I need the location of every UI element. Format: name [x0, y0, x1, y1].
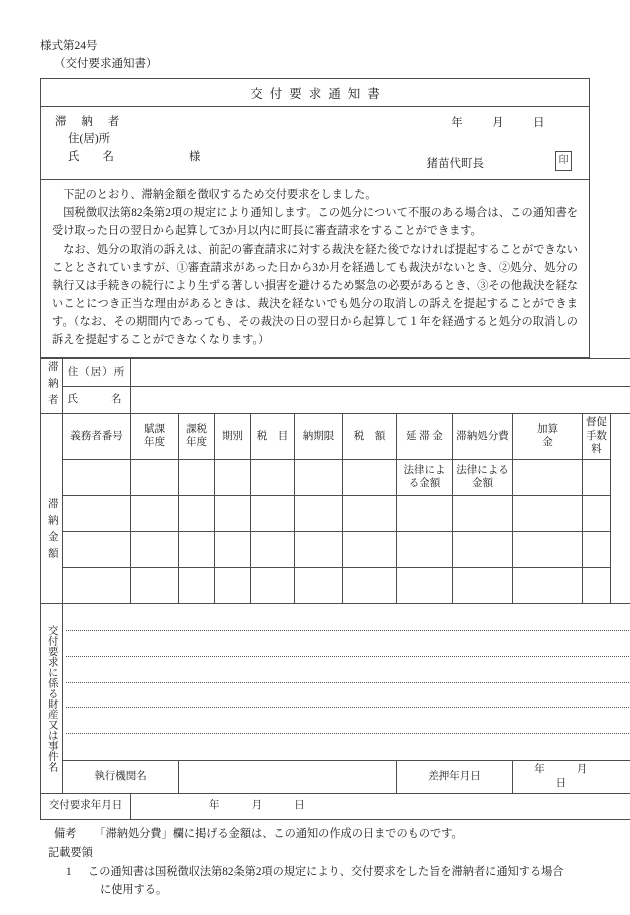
property-vertical-label-cell [41, 603, 63, 793]
request-date-year: 年 [209, 800, 220, 812]
cell-delinquency-charge[interactable] [397, 495, 453, 531]
cell-levy-year[interactable] [131, 531, 179, 567]
cell-tax-year[interactable] [179, 459, 215, 495]
column-header-additional-tax: 加算 金 [513, 413, 583, 459]
seizure-date-label: 差押年月日 [397, 761, 513, 793]
table-row [41, 567, 630, 603]
address-row-label: 住（居）所 [63, 359, 131, 386]
cell-delinquency-charge: 法律による金額 [397, 459, 453, 495]
cell-tax-item[interactable] [251, 531, 295, 567]
address-row-value[interactable] [131, 359, 630, 386]
footer-notes [40, 825, 590, 900]
instruction-text-continued: に使用する。 [100, 884, 168, 897]
cell-due-date[interactable] [295, 567, 343, 603]
property-vertical-label: 交付要求に係る財産又は事件名 [46, 624, 58, 772]
cell-additional-tax[interactable] [513, 495, 583, 531]
form-frame [40, 78, 590, 358]
table-header-row [41, 413, 630, 459]
instruction-text-wrap [88, 863, 590, 899]
column-header-demand-fee: 督促 手数 料 [583, 413, 611, 459]
cell-disposition-cost[interactable] [453, 495, 513, 531]
taxpayer-label-text: 滞 納 者 [55, 116, 126, 129]
title-band [41, 79, 589, 107]
cell-levy-year[interactable] [131, 495, 179, 531]
cell-term[interactable] [215, 567, 251, 603]
ruled-line [66, 708, 630, 734]
form-subtitle: （交付要求通知書） [54, 58, 158, 71]
addressee-block [41, 107, 589, 179]
amount-vertical-label-cell [41, 459, 63, 603]
executor-value[interactable] [179, 761, 397, 793]
remark-line [54, 825, 590, 843]
executor-label: 執行機関名 [63, 761, 179, 793]
amount-label-spacer [41, 413, 63, 459]
document-title: 交付要求通知書 [250, 87, 387, 102]
addressee-name-label-text: 氏 名 [68, 150, 114, 163]
cell-levy-year[interactable] [131, 567, 179, 603]
amount-vertical-label: 滞納金額 [46, 498, 58, 565]
instruction-heading: 記載要領 [48, 846, 93, 859]
table-row [41, 459, 630, 495]
table-row [41, 495, 630, 531]
request-date-day: 日 [294, 800, 305, 812]
cell-tax-year[interactable] [179, 495, 215, 531]
honorific-sama: 様 [188, 150, 201, 163]
property-ruled-area[interactable] [63, 603, 630, 761]
cell-additional-tax[interactable] [513, 531, 583, 567]
column-header-due-date: 納期限 [295, 413, 343, 459]
column-header-tax-amount: 税 額 [343, 413, 397, 459]
cell-levy-year[interactable] [131, 459, 179, 495]
cell-disposition-cost: 法律による金額 [453, 459, 513, 495]
instruction-text: この通知書は国税徴収法第82条第2項の規定により、交付要求をした旨を滞納者に通知する場合 [88, 866, 564, 878]
body-text-block [41, 179, 589, 357]
cell-demand-fee[interactable] [583, 567, 611, 603]
table-row-executor [41, 761, 630, 793]
main-form-table [40, 358, 630, 819]
table-row-request-date [41, 793, 630, 819]
issue-date-fields [451, 114, 571, 130]
column-header-delinquency-charge: 延 滞 金 [397, 413, 453, 459]
instruction-number: 1 [66, 866, 72, 878]
column-header-tax-year: 課税 年度 [179, 413, 215, 459]
cell-term[interactable] [215, 531, 251, 567]
cell-demand-fee[interactable] [583, 495, 611, 531]
addressee-name-label [68, 149, 579, 166]
cell-disposition-cost[interactable] [453, 567, 513, 603]
instruction-item [66, 863, 590, 899]
issue-date-day: 日 [533, 117, 545, 130]
cell-tax-year[interactable] [179, 567, 215, 603]
seal-stamp-icon: 印 [555, 151, 572, 171]
column-header-term: 期別 [215, 413, 251, 459]
column-header-tax-item: 税 目 [251, 413, 295, 459]
cell-due-date[interactable] [295, 495, 343, 531]
column-header-disposition-cost: 滞納処分費 [453, 413, 513, 459]
body-paragraph-1: 下記のとおり、滞納金額を徴収するため交付要求をしました。 [63, 189, 377, 202]
cell-delinquency-charge[interactable] [397, 567, 453, 603]
cell-demand-fee[interactable] [583, 459, 611, 495]
table-row-taxpayer-address [41, 359, 630, 386]
issue-date-month: 月 [492, 117, 504, 130]
request-date-label: 交付要求年月日 [41, 793, 131, 819]
request-date-fields[interactable] [131, 793, 630, 819]
seizure-date-month: 月 [576, 764, 588, 776]
seizure-date-year: 年 [534, 764, 545, 776]
body-paragraph-3: なお、処分の取消の訴えは、前記の審査請求に対する裁決を経た後でなければ提起することができないこととされていますが、①審査請求があった日から3か月を経過しても裁決がないとき、②処分、処分の執行又は手続きの続行により生ずる著しい損害を避けるため緊急の必要があるとき、③その他裁決を経ないことにつき正当な理由があるときは、裁決を経ないでも処分の取消しの訴えを提起することができます。（なお、その期間内であっても、その裁決の日の翌日から起算して１年を経過すると処分の取消しの訴えを提起することができなくなります。） [52, 243, 578, 347]
seizure-date-day: 日 [555, 778, 567, 790]
cell-tax-item[interactable] [251, 495, 295, 531]
remark-label: 備考 [54, 827, 77, 840]
name-row-value[interactable] [131, 386, 630, 413]
body-paragraph-2: 国税徴収法第82条第2項の規定により通知します。この処分について不服のある場合は、この通知書を受け取った日の翌日から起算して3か月以内に町長に審査請求をすることができます。 [52, 207, 578, 238]
ruled-line [66, 734, 630, 759]
cell-additional-tax[interactable] [513, 567, 583, 603]
cell-tax-amount[interactable] [343, 459, 397, 495]
cell-obligor-number[interactable] [63, 459, 131, 495]
taxpayer-vertical-label: 滞納者 [46, 361, 58, 411]
issuer-name: 猪苗代町長 [426, 158, 484, 171]
cell-demand-fee[interactable] [583, 531, 611, 567]
cell-due-date[interactable] [295, 531, 343, 567]
cell-tax-year[interactable] [179, 531, 215, 567]
column-header-obligor-number: 義務者番号 [63, 413, 131, 459]
form-number: 様式第24号 [40, 40, 98, 52]
ruled-line [66, 606, 630, 632]
issue-date-year: 年 [451, 117, 463, 130]
cell-tax-amount[interactable] [343, 495, 397, 531]
column-header-levy-year: 賦課 年度 [131, 413, 179, 459]
cell-disposition-cost[interactable] [453, 531, 513, 567]
cell-tax-amount[interactable] [343, 531, 397, 567]
ruled-line [66, 631, 630, 657]
cell-tax-item[interactable] [251, 567, 295, 603]
name-row-label: 氏 名 [63, 386, 131, 413]
cell-due-date[interactable] [295, 459, 343, 495]
cell-delinquency-charge[interactable] [397, 531, 453, 567]
cell-term[interactable] [215, 459, 251, 495]
cell-obligor-number[interactable] [63, 495, 131, 531]
addressee-address-label [68, 131, 579, 148]
taxpayer-vertical-label-cell [41, 359, 63, 414]
cell-obligor-number[interactable] [63, 567, 131, 603]
cell-term[interactable] [215, 495, 251, 531]
cell-obligor-number[interactable] [63, 531, 131, 567]
table-row [41, 531, 630, 567]
cell-tax-amount[interactable] [343, 567, 397, 603]
addressee-address-label-text: 住(居)所 [68, 133, 111, 146]
table-row-taxpayer-name [41, 386, 630, 413]
remark-text: 「滞納処分費」欄に掲げる金額は、この通知の作成の日までのものです。 [94, 827, 463, 840]
seizure-date-fields[interactable] [513, 761, 630, 793]
cell-additional-tax[interactable] [513, 459, 583, 495]
ruled-line [66, 657, 630, 683]
table-row-property-section [41, 603, 630, 761]
ruled-line [66, 683, 630, 709]
request-date-month: 月 [251, 800, 263, 812]
cell-tax-item[interactable] [251, 459, 295, 495]
